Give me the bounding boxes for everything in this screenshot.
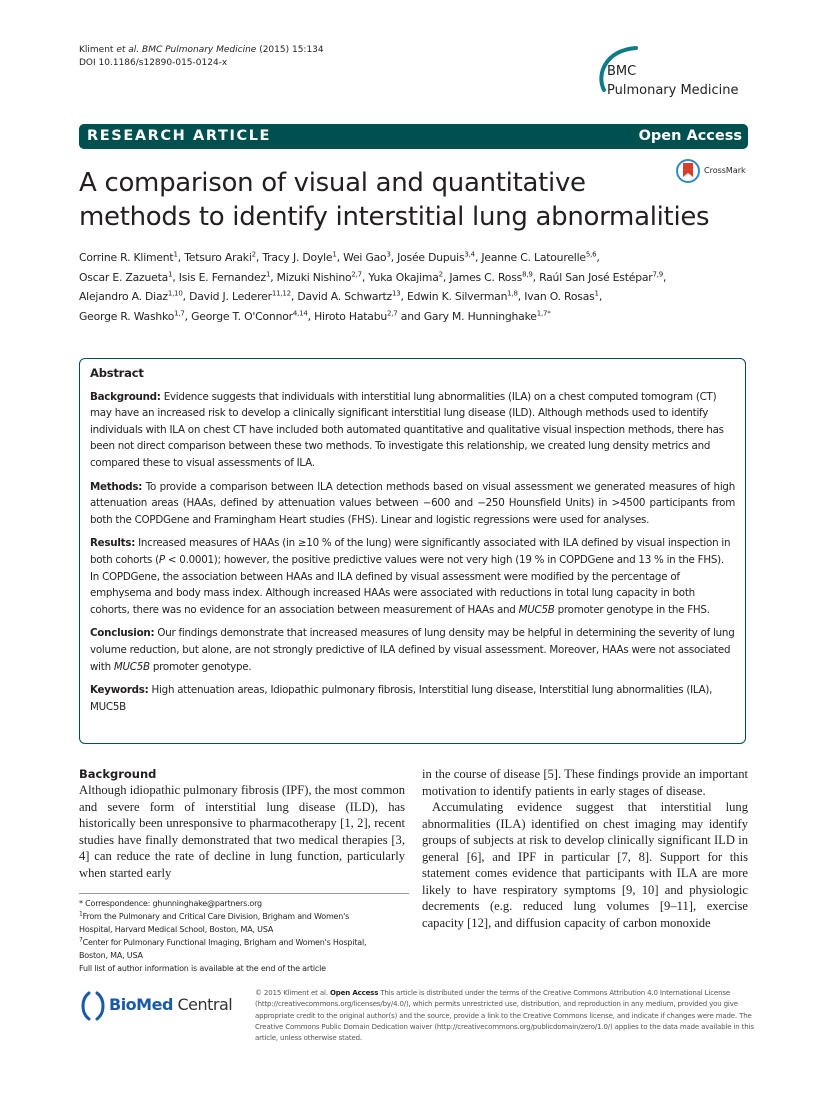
- section-heading-background: Background: [79, 767, 157, 781]
- journal-logo-bmc: BMC: [607, 64, 637, 79]
- license-statement: © 2015 Kliment et al. Open Access This article is distributed under the terms of the Creative Commons Attribution 4.0 International License (http://creativecommons.org/licenses/by/4.0/), which permits unrestricted use, distribution, and reproduction in any medium, provided you give appropriate credit to the original author(s) and the source, provide a link to the Creative Commons license, and indicate if changes were made. The Creative Commons Public Domain Dedication waiver (http://creativecommons.org/publicdomain/zero/1.0/) applies to the data made available in this article, unless otherwise stated.: [255, 989, 754, 1043]
- abstract-results-label: Results:: [90, 537, 136, 550]
- article-type: RESEARCH ARTICLE: [87, 128, 272, 144]
- affiliation-1: $^1$From the Pulmonary and Critical Care Division, Brigham and Women's: [79, 910, 350, 921]
- abstract-background-label: Background:: [90, 390, 161, 403]
- author[interactable]: Edwin K. Silverman$^{1,8}$: [407, 289, 518, 303]
- affiliation-7-cont: Boston, MA, USA: [79, 951, 143, 960]
- biomed-central-parens-icon: [79, 989, 109, 1023]
- author[interactable]: Gary M. Hunninghake$^{1,7*}$: [423, 308, 551, 323]
- body-column-right: [422, 766, 748, 931]
- license-open-access: Open Access: [329, 989, 379, 997]
- author-list: Corrine R. Kliment$^1$, Tetsuro Araki$^2$, Tracy J. Doyle$^1$, Wei Gao$^3$, Josée Dupuis$^{3,4}$, Jeanne C. Latourelle$^{5,6}$, Oscar E. Zazueta$^1$, Isis E. Fernandez$^1$, Mizuki Nishino$^{2,7}$, Yuka Okajima$^2$, James C. Ross$^{8,9}$, Raúl San José Estépar$^{7,9}$, Alejandro A. Diaz$^{1,10}$, David J. Lederer$^{11,12}$, David A. Schwartz$^{13}$, Edwin K. Silverman$^{1,8}$, Ivan O. Rosas$^1$, George R. Washko$^{1,7}$, George T. O'Connor$^{4,14}$, Hiroto Hatabu$^{2,7}$ and Gary M. Hunninghake$^{1,7*}$: [79, 250, 667, 323]
- affiliation-7: $^7$Center for Pulmonary Functional Imaging, Brigham and Women's Hospital,: [79, 936, 367, 947]
- abstract-keywords-label: Keywords:: [90, 684, 149, 697]
- author[interactable]: Wei Gao$^3$: [343, 250, 391, 264]
- author[interactable]: Isis E. Fernandez$^1$: [178, 269, 271, 284]
- body-paragraph: in the course of disease [5]. These findings provide an important motivation to identify patients in early stages of disease.: [422, 767, 748, 798]
- author[interactable]: Tetsuro Araki$^2$: [184, 250, 256, 264]
- correspondence-email[interactable]: * Correspondence: ghunninghake@partners.org: [79, 899, 262, 908]
- biomed-central-wordmark: BioMed Central: [109, 995, 233, 1014]
- full-author-info-note: Full list of author information is available at the end of the article: [79, 964, 326, 973]
- abstract-methods-label: Methods:: [90, 480, 143, 493]
- author[interactable]: George R. Washko$^{1,7}$: [79, 308, 185, 323]
- open-access-label: Open Access: [638, 128, 742, 144]
- author[interactable]: Oscar E. Zazueta$^1$: [79, 269, 173, 284]
- abstract-results: Results: Increased measures of HAAs (in ≥10 % of the lung) were significantly associated with ILA defined by visual inspection in both cohorts (P < 0.0001); however, the positive predictive values were not very high (19 % in COPDGene and 13 % in the FHS). In COPDGene, the association between HAAs and ILA defined by visual assessment were modified by the percentage of emphysema and body mass index. Although increased HAAs were associated with reductions in total lung capacity in both cohorts, there was no evidence for an association between measurement of HAAs and MUC5B promoter genotype in the FHS.: [90, 537, 731, 616]
- author[interactable]: George T. O'Connor$^{4,14}$: [191, 308, 308, 323]
- citation-header: [79, 44, 324, 70]
- author[interactable]: Josée Dupuis$^{3,4}$: [397, 250, 475, 264]
- citation-line: [79, 44, 324, 57]
- author[interactable]: Mizuki Nishino$^{2,7}$: [276, 269, 362, 284]
- author[interactable]: Jeanne C. Latourelle$^{5,6}$: [481, 250, 597, 264]
- abstract-methods: Methods: To provide a comparison between ILA detection methods based on visual assessment we generated measures of high attenuation areas (HAAs, defined by attenuation values between −600 and −250 Hounsfield Units) in >4500 participants from both the COPDGene and Framingham Heart studies (FHS). Linear and logistic regressions were used for analyses.: [90, 480, 735, 526]
- author-connector: and: [400, 309, 421, 323]
- citation-author: Kliment: [79, 45, 114, 55]
- author[interactable]: Raúl San José Estépar$^{7,9}$: [539, 269, 664, 284]
- doi: DOI 10.1186/s12890-015-0124-x: [79, 58, 228, 68]
- citation-journal: BMC Pulmonary Medicine: [142, 45, 257, 55]
- author[interactable]: Alejandro A. Diaz$^{1,10}$: [79, 289, 183, 303]
- crossmark-label: CrossMark: [704, 166, 746, 175]
- title-line-2: methods to identify interstitial lung abnormalities: [79, 202, 710, 232]
- body-paragraph: Although idiopathic pulmonary fibrosis (IPF), the most common and severe form of interstitial lung disease (ILD), has historically been unresponsive to pharmacotherapy [1, 2], recent studies have finally demonstrated that two medical therapies [3, 4] can reduce the rate of decline in lung function, particularly when started early: [79, 783, 406, 880]
- author[interactable]: Ivan O. Rosas$^1$: [524, 289, 599, 303]
- journal-logo-name: Pulmonary Medicine: [607, 83, 739, 98]
- abstract-keywords: Keywords: High attenuation areas, Idiopathic pulmonary fibrosis, Interstitial lung disease, Interstitial lung abnormalities (ILA), MUC5B: [90, 684, 713, 713]
- title-line-1: A comparison of visual and quantitative: [79, 168, 586, 198]
- abstract-heading: Abstract: [90, 366, 144, 380]
- author[interactable]: James C. Ross$^{8,9}$: [449, 269, 533, 284]
- abstract-conclusion-label: Conclusion:: [90, 627, 155, 640]
- affiliation-1-cont: Hospital, Harvard Medical School, Boston, MA, USA: [79, 925, 274, 934]
- body-paragraph: Accumulating evidence suggest that interstitial lung abnormalities (ILA) identified on chest imaging may identify groups of subjects at risk to develop clinically significant ILD in general [6], and IPF in particular [7, 8]. Support for this statement comes evidence that participants with ILA are more likely to have respiratory symptoms [9, 10] and physiologic decrements (e.g. reduced lung volumes [9–11], exercise capacity [12], and diffusion capacity of carbon monoxide: [422, 800, 748, 930]
- abstract-background: Background: Evidence suggests that individuals with interstitial lung abnormalities (ILA) on a chest computed tomogram (CT) may have an increased risk to develop a clinically significant interstitial lung disease (ILD). Although methods used to identify individuals with ILA on chest CT have included both automated quantitative and qualitative visual inspection methods, there has been not direct comparison between these two methods. To investigate this relationship, we created lung density metrics and compared these to visual assessments of ILA.: [90, 390, 724, 469]
- citation-volume: (2015) 15:134: [256, 45, 324, 55]
- abstract-box: [79, 358, 746, 744]
- author[interactable]: Yuka Okajima$^2$: [368, 269, 443, 284]
- author[interactable]: Hiroto Hatabu$^{2,7}$: [314, 308, 398, 323]
- article-type-banner: [79, 124, 748, 149]
- biomed-central-logo[interactable]: [79, 989, 249, 1025]
- abstract-conclusion: Conclusion: Our findings demonstrate that increased measures of lung density may be helpful in determining the severity of lung volume reduction, but alone, are not strongly predictive of ILA defined by visual assessment. Moreover, HAAs were not associated with MUC5B promoter genotype.: [90, 627, 735, 673]
- author[interactable]: Tracy J. Doyle$^1$: [262, 250, 337, 264]
- journal-logo[interactable]: [592, 44, 762, 104]
- author[interactable]: David A. Schwartz$^{13}$: [297, 289, 401, 303]
- body-column-left: [79, 766, 405, 881]
- citation-etal: et al.: [116, 45, 140, 55]
- author[interactable]: Corrine R. Kliment$^1$: [79, 250, 178, 264]
- footnotes: [79, 893, 409, 975]
- author[interactable]: David J. Lederer$^{11,12}$: [189, 289, 291, 303]
- article-title: [79, 166, 759, 234]
